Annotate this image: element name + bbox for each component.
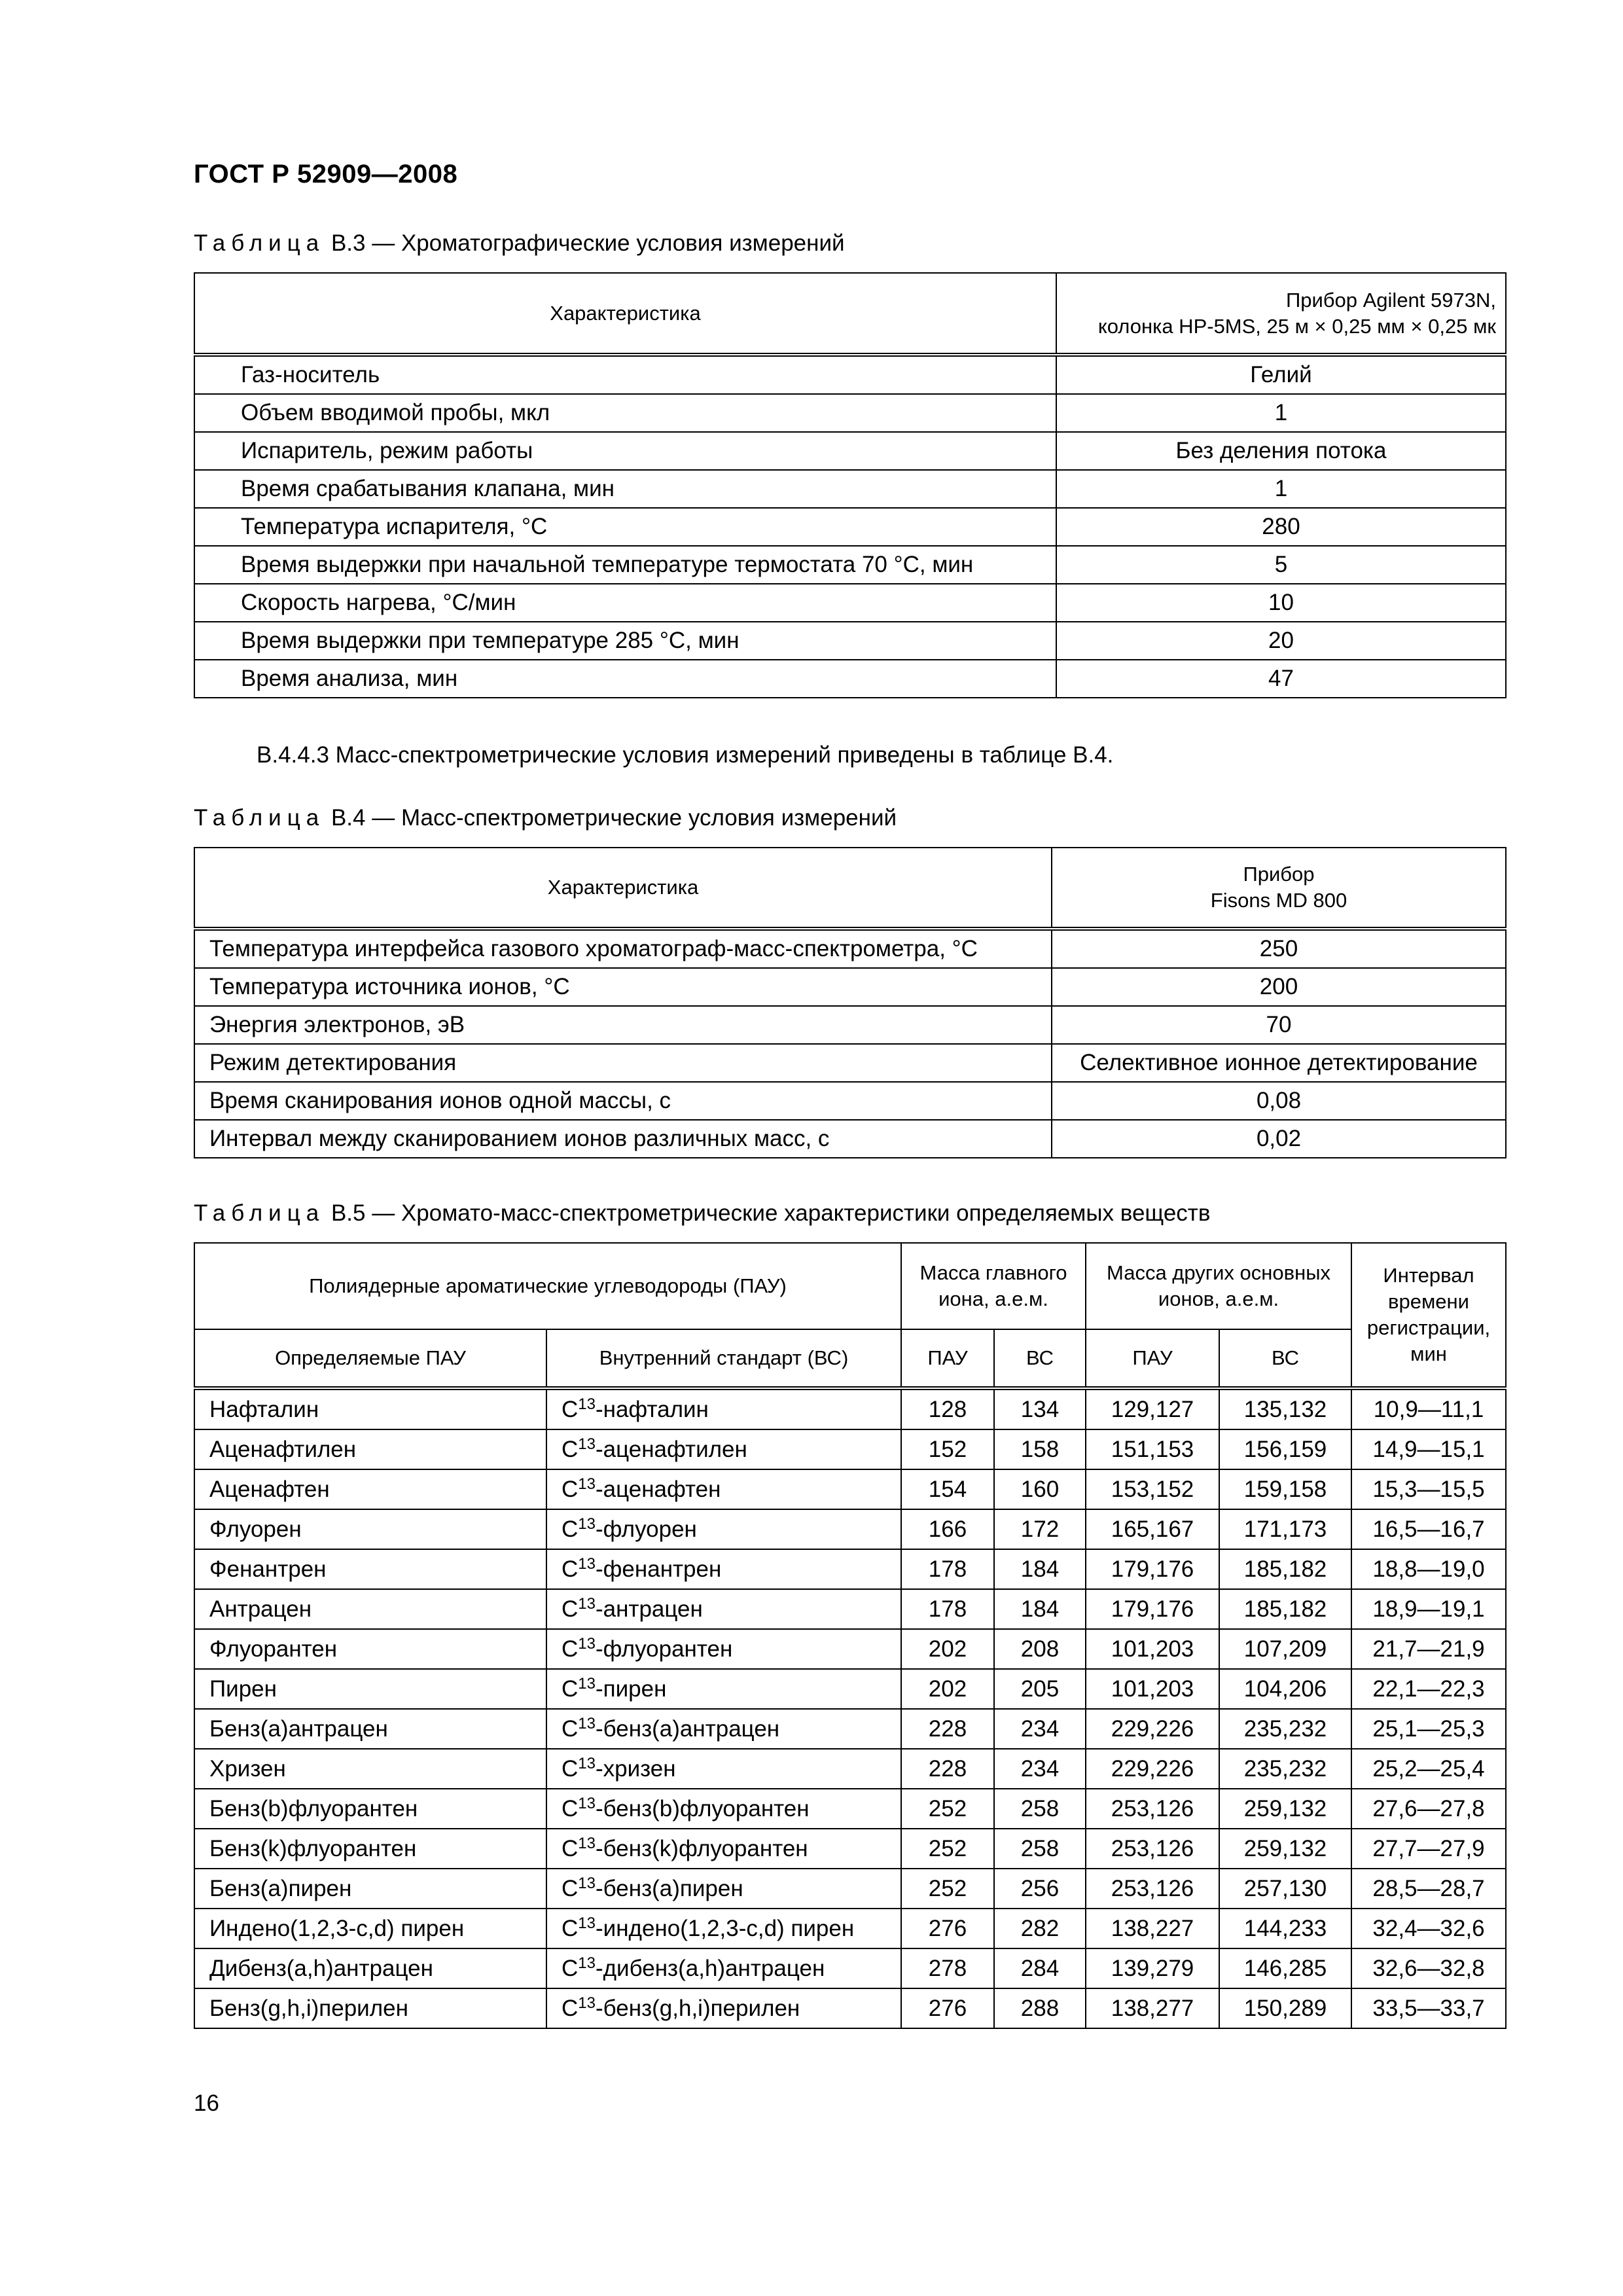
row-value: 10 bbox=[1056, 584, 1506, 622]
row-label: Энергия электронов, эВ bbox=[194, 1006, 1052, 1044]
table-row bbox=[194, 1082, 1506, 1120]
retention-interval: 33,5—33,7 bbox=[1351, 1988, 1506, 2028]
main-ion-pah: 228 bbox=[901, 1749, 994, 1789]
other-ions-vs: 259,132 bbox=[1219, 1789, 1351, 1829]
std-name: -фенантрен bbox=[595, 1556, 722, 1582]
std-name: -дибенз(a,h)антрацен bbox=[595, 1955, 825, 1981]
table-b4-header-device bbox=[1052, 848, 1506, 929]
table-b4 bbox=[194, 847, 1507, 1158]
table-b5-header-main-ion-line2: иона, а.е.м. bbox=[938, 1287, 1048, 1310]
std-prefix: С bbox=[562, 1915, 579, 1941]
row-value: 1 bbox=[1056, 470, 1506, 508]
table-b4-caption-word: Таблица bbox=[194, 805, 325, 831]
table-row bbox=[194, 508, 1506, 546]
pah-name: Аценафтен bbox=[194, 1469, 546, 1509]
std-prefix: С bbox=[562, 1596, 579, 1622]
main-ion-vs: 288 bbox=[994, 1988, 1086, 2028]
pah-name: Пирен bbox=[194, 1669, 546, 1709]
internal-standard bbox=[546, 1709, 901, 1749]
std-isotope: 13 bbox=[578, 1914, 596, 1932]
other-ions-vs: 104,206 bbox=[1219, 1669, 1351, 1709]
std-name: -антрацен bbox=[595, 1596, 703, 1622]
internal-standard bbox=[546, 1789, 901, 1829]
table-b5-header-interval-line1: Интервал bbox=[1383, 1264, 1474, 1287]
other-ions-pah: 179,176 bbox=[1086, 1549, 1219, 1589]
table-b4-header-device-line1: Прибор bbox=[1243, 863, 1315, 886]
table-b3-caption bbox=[194, 230, 845, 257]
internal-standard bbox=[546, 1669, 901, 1709]
pah-name: Флуорен bbox=[194, 1509, 546, 1549]
main-ion-pah: 178 bbox=[901, 1549, 994, 1589]
main-ion-vs: 205 bbox=[994, 1669, 1086, 1709]
retention-interval: 28,5—28,7 bbox=[1351, 1869, 1506, 1909]
row-label: Температура источника ионов, °С bbox=[194, 968, 1052, 1006]
row-label: Температура испарителя, °С bbox=[194, 508, 1056, 546]
row-value: Без деления потока bbox=[1056, 432, 1506, 470]
table-row bbox=[194, 660, 1506, 698]
other-ions-vs: 235,232 bbox=[1219, 1749, 1351, 1789]
std-isotope: 13 bbox=[578, 1594, 596, 1613]
row-value: 0,02 bbox=[1052, 1120, 1506, 1158]
table-b5-header-interval-line2: времени bbox=[1388, 1290, 1469, 1313]
table-b5-header-internal-std: Внутренний стандарт (ВС) bbox=[546, 1329, 901, 1388]
table-row bbox=[194, 1948, 1506, 1988]
table-row bbox=[194, 968, 1506, 1006]
other-ions-pah: 153,152 bbox=[1086, 1469, 1219, 1509]
table-row bbox=[194, 1388, 1506, 1429]
row-label: Объем вводимой пробы, мкл bbox=[194, 394, 1056, 432]
std-name: -флуорантен bbox=[595, 1636, 733, 1662]
retention-interval: 10,9—11,1 bbox=[1351, 1388, 1506, 1429]
main-ion-pah: 202 bbox=[901, 1669, 994, 1709]
pah-name: Бенз(а)антрацен bbox=[194, 1709, 546, 1749]
internal-standard bbox=[546, 1469, 901, 1509]
pah-name: Аценафтилен bbox=[194, 1429, 546, 1469]
std-prefix: С bbox=[562, 1636, 579, 1662]
row-value: 20 bbox=[1056, 622, 1506, 660]
table-row bbox=[194, 1909, 1506, 1948]
other-ions-vs: 259,132 bbox=[1219, 1829, 1351, 1869]
table-b5-header-interval-line3: регистрации, bbox=[1366, 1316, 1491, 1339]
std-prefix: С bbox=[562, 1556, 579, 1582]
std-isotope: 13 bbox=[578, 1554, 596, 1573]
table-b5-header-other-vs: ВС bbox=[1219, 1329, 1351, 1388]
std-isotope: 13 bbox=[578, 1994, 596, 2012]
std-prefix: С bbox=[562, 1396, 579, 1422]
main-ion-vs: 184 bbox=[994, 1549, 1086, 1589]
main-ion-pah: 276 bbox=[901, 1988, 994, 2028]
table-b5-header-pah-group: Полиядерные ароматические углеводороды (ПАУ) bbox=[194, 1243, 901, 1329]
std-prefix: С bbox=[562, 1835, 579, 1861]
std-isotope: 13 bbox=[578, 1874, 596, 1892]
table-b4-caption-text: В.4 — Масс-спектрометрические условия измерений bbox=[325, 805, 897, 831]
pah-name: Бенз(а)пирен bbox=[194, 1869, 546, 1909]
main-ion-vs: 258 bbox=[994, 1789, 1086, 1829]
table-row bbox=[194, 584, 1506, 622]
internal-standard bbox=[546, 1509, 901, 1549]
table-b3-header-characteristic: Характеристика bbox=[194, 273, 1056, 355]
internal-standard bbox=[546, 1629, 901, 1669]
main-ion-pah: 154 bbox=[901, 1469, 994, 1509]
main-ion-vs: 184 bbox=[994, 1589, 1086, 1629]
table-b4-header-device-line2: Fisons MD 800 bbox=[1210, 889, 1347, 912]
table-row bbox=[194, 1789, 1506, 1829]
row-label: Температура интерфейса газового хроматограф-масс-спектрометра, °С bbox=[194, 929, 1052, 968]
row-label: Время анализа, мин bbox=[194, 660, 1056, 698]
main-ion-vs: 282 bbox=[994, 1909, 1086, 1948]
main-ion-vs: 208 bbox=[994, 1629, 1086, 1669]
table-b3-body bbox=[194, 355, 1506, 698]
std-isotope: 13 bbox=[578, 1714, 596, 1732]
table-row bbox=[194, 1749, 1506, 1789]
other-ions-pah: 253,126 bbox=[1086, 1789, 1219, 1829]
main-ion-pah: 276 bbox=[901, 1909, 994, 1948]
pah-name: Нафталин bbox=[194, 1388, 546, 1429]
table-row bbox=[194, 1006, 1506, 1044]
retention-interval: 32,4—32,6 bbox=[1351, 1909, 1506, 1948]
table-row bbox=[194, 1549, 1506, 1589]
other-ions-pah: 101,203 bbox=[1086, 1669, 1219, 1709]
std-isotope: 13 bbox=[578, 1515, 596, 1533]
main-ion-vs: 158 bbox=[994, 1429, 1086, 1469]
table-b3-header-device bbox=[1056, 273, 1506, 355]
std-name: -бенз(а)пирен bbox=[595, 1875, 743, 1901]
table-b5-body bbox=[194, 1388, 1506, 2028]
row-label: Время выдержки при начальной температуре термостата 70 °С, мин bbox=[194, 546, 1056, 584]
table-b5-header-main-pah: ПАУ bbox=[901, 1329, 994, 1388]
internal-standard bbox=[546, 1869, 901, 1909]
other-ions-pah: 129,127 bbox=[1086, 1388, 1219, 1429]
other-ions-vs: 235,232 bbox=[1219, 1709, 1351, 1749]
internal-standard bbox=[546, 1549, 901, 1589]
main-ion-vs: 134 bbox=[994, 1388, 1086, 1429]
row-label: Время срабатывания клапана, мин bbox=[194, 470, 1056, 508]
row-value: 250 bbox=[1052, 929, 1506, 968]
other-ions-pah: 253,126 bbox=[1086, 1869, 1219, 1909]
std-name: -хризен bbox=[595, 1755, 676, 1782]
pah-name: Антрацен bbox=[194, 1589, 546, 1629]
table-row bbox=[194, 470, 1506, 508]
row-label: Интервал между сканированием ионов различных масс, с bbox=[194, 1120, 1052, 1158]
main-ion-pah: 228 bbox=[901, 1709, 994, 1749]
retention-interval: 18,9—19,1 bbox=[1351, 1589, 1506, 1629]
other-ions-vs: 135,132 bbox=[1219, 1388, 1351, 1429]
table-b3-caption-text: В.3 — Хроматографические условия измерений bbox=[325, 230, 845, 256]
table-row bbox=[194, 1709, 1506, 1749]
table-b4-header-characteristic: Характеристика bbox=[194, 848, 1052, 929]
main-ion-vs: 160 bbox=[994, 1469, 1086, 1509]
page-number: 16 bbox=[194, 2090, 219, 2116]
other-ions-pah: 253,126 bbox=[1086, 1829, 1219, 1869]
table-row bbox=[194, 622, 1506, 660]
table-row bbox=[194, 1869, 1506, 1909]
std-prefix: С bbox=[562, 1995, 579, 2021]
main-ion-vs: 256 bbox=[994, 1869, 1086, 1909]
std-prefix: С bbox=[562, 1436, 579, 1462]
main-ion-vs: 234 bbox=[994, 1709, 1086, 1749]
row-label: Время сканирования ионов одной массы, с bbox=[194, 1082, 1052, 1120]
std-prefix: С bbox=[562, 1516, 579, 1542]
pah-name: Хризен bbox=[194, 1749, 546, 1789]
table-row bbox=[194, 1829, 1506, 1869]
table-b3 bbox=[194, 272, 1507, 698]
std-name: -флуорен bbox=[595, 1516, 697, 1542]
retention-interval: 32,6—32,8 bbox=[1351, 1948, 1506, 1988]
std-prefix: С bbox=[562, 1715, 579, 1742]
retention-interval: 27,6—27,8 bbox=[1351, 1789, 1506, 1829]
table-row bbox=[194, 1988, 1506, 2028]
table-b5-header-other-pah: ПАУ bbox=[1086, 1329, 1219, 1388]
internal-standard bbox=[546, 1948, 901, 1988]
table-row bbox=[194, 546, 1506, 584]
retention-interval: 16,5—16,7 bbox=[1351, 1509, 1506, 1549]
other-ions-vs: 150,289 bbox=[1219, 1988, 1351, 2028]
table-row bbox=[194, 1429, 1506, 1469]
table-b3-caption-word: Таблица bbox=[194, 230, 325, 256]
retention-interval: 18,8—19,0 bbox=[1351, 1549, 1506, 1589]
other-ions-pah: 138,227 bbox=[1086, 1909, 1219, 1948]
std-isotope: 13 bbox=[578, 1475, 596, 1493]
main-ion-pah: 252 bbox=[901, 1829, 994, 1869]
other-ions-pah: 151,153 bbox=[1086, 1429, 1219, 1469]
internal-standard bbox=[546, 1909, 901, 1948]
pah-name: Бенз(g,h,i)перилен bbox=[194, 1988, 546, 2028]
other-ions-pah: 101,203 bbox=[1086, 1629, 1219, 1669]
std-prefix: С bbox=[562, 1755, 579, 1782]
table-row bbox=[194, 394, 1506, 432]
internal-standard bbox=[546, 1988, 901, 2028]
std-isotope: 13 bbox=[578, 1954, 596, 1972]
retention-interval: 14,9—15,1 bbox=[1351, 1429, 1506, 1469]
other-ions-pah: 139,279 bbox=[1086, 1948, 1219, 1988]
main-ion-pah: 252 bbox=[901, 1789, 994, 1829]
std-name: -аценафтилен bbox=[595, 1436, 747, 1462]
row-value: Селективное ионное детектирование bbox=[1052, 1044, 1506, 1082]
other-ions-vs: 107,209 bbox=[1219, 1629, 1351, 1669]
other-ions-vs: 156,159 bbox=[1219, 1429, 1351, 1469]
table-b3-header-device-line1: Прибор Agilent 5973N, bbox=[1285, 288, 1496, 312]
other-ions-vs: 185,182 bbox=[1219, 1549, 1351, 1589]
other-ions-pah: 229,226 bbox=[1086, 1709, 1219, 1749]
table-row bbox=[194, 1669, 1506, 1709]
std-isotope: 13 bbox=[578, 1395, 596, 1413]
row-label: Время выдержки при температуре 285 °С, мин bbox=[194, 622, 1056, 660]
table-row bbox=[194, 1120, 1506, 1158]
std-prefix: С bbox=[562, 1795, 579, 1821]
std-isotope: 13 bbox=[578, 1794, 596, 1812]
retention-interval: 15,3—15,5 bbox=[1351, 1469, 1506, 1509]
main-ion-pah: 202 bbox=[901, 1629, 994, 1669]
pah-name: Флуорантен bbox=[194, 1629, 546, 1669]
table-b5-header-interval-line4: мин bbox=[1410, 1342, 1447, 1365]
main-ion-vs: 234 bbox=[994, 1749, 1086, 1789]
pah-name: Бенз(b)флуорантен bbox=[194, 1789, 546, 1829]
table-row bbox=[194, 1509, 1506, 1549]
table-b5-header-main-ion-line1: Масса главного bbox=[919, 1261, 1067, 1284]
pah-name: Фенантрен bbox=[194, 1549, 546, 1589]
table-b5 bbox=[194, 1242, 1507, 2029]
table-b5-header-other-ions-line2: ионов, а.е.м. bbox=[1158, 1287, 1279, 1310]
table-b5-caption-word: Таблица bbox=[194, 1200, 325, 1226]
retention-interval: 25,1—25,3 bbox=[1351, 1709, 1506, 1749]
std-isotope: 13 bbox=[578, 1435, 596, 1453]
row-value: 47 bbox=[1056, 660, 1506, 698]
std-prefix: С bbox=[562, 1955, 579, 1981]
main-ion-pah: 166 bbox=[901, 1509, 994, 1549]
row-label: Скорость нагрева, °С/мин bbox=[194, 584, 1056, 622]
std-prefix: С bbox=[562, 1875, 579, 1901]
std-prefix: С bbox=[562, 1476, 579, 1502]
other-ions-pah: 165,167 bbox=[1086, 1509, 1219, 1549]
pah-name: Дибенз(a,h)антрацен bbox=[194, 1948, 546, 1988]
table-b5-header-determined: Определяемые ПАУ bbox=[194, 1329, 546, 1388]
retention-interval: 25,2—25,4 bbox=[1351, 1749, 1506, 1789]
main-ion-pah: 152 bbox=[901, 1429, 994, 1469]
std-name: -аценафтен bbox=[595, 1476, 721, 1502]
table-row bbox=[194, 1629, 1506, 1669]
std-prefix: С bbox=[562, 1676, 579, 1702]
other-ions-vs: 144,233 bbox=[1219, 1909, 1351, 1948]
pah-name: Индено(1,2,3-c,d) пирен bbox=[194, 1909, 546, 1948]
std-name: -бенз(k)флуорантен bbox=[595, 1835, 808, 1861]
std-name: -пирен bbox=[595, 1676, 667, 1702]
row-value: 70 bbox=[1052, 1006, 1506, 1044]
row-value: Гелий bbox=[1056, 355, 1506, 394]
table-b5-header-other-ions-line1: Масса других основных bbox=[1107, 1261, 1330, 1284]
internal-standard bbox=[546, 1388, 901, 1429]
std-name: -бенз(g,h,i)перилен bbox=[595, 1995, 800, 2021]
internal-standard bbox=[546, 1429, 901, 1469]
table-b4-caption bbox=[194, 805, 897, 831]
row-label: Испаритель, режим работы bbox=[194, 432, 1056, 470]
table-row bbox=[194, 355, 1506, 394]
std-isotope: 13 bbox=[578, 1634, 596, 1653]
other-ions-vs: 146,285 bbox=[1219, 1948, 1351, 1988]
table-b5-caption-text: В.5 — Хромато-масс-спектрометрические характеристики определяемых веществ bbox=[325, 1200, 1211, 1226]
row-value: 280 bbox=[1056, 508, 1506, 546]
other-ions-vs: 171,173 bbox=[1219, 1509, 1351, 1549]
main-ion-pah: 128 bbox=[901, 1388, 994, 1429]
row-label: Режим детектирования bbox=[194, 1044, 1052, 1082]
other-ions-pah: 138,277 bbox=[1086, 1988, 1219, 2028]
table-row bbox=[194, 1589, 1506, 1629]
std-name: -бенз(а)антрацен bbox=[595, 1715, 780, 1742]
table-row bbox=[194, 929, 1506, 968]
table-b5-caption bbox=[194, 1200, 1210, 1227]
table-b5-header-other-ions bbox=[1086, 1243, 1351, 1329]
retention-interval: 22,1—22,3 bbox=[1351, 1669, 1506, 1709]
std-name: -индено(1,2,3-c,d) пирен bbox=[595, 1915, 855, 1941]
other-ions-vs: 257,130 bbox=[1219, 1869, 1351, 1909]
other-ions-vs: 185,182 bbox=[1219, 1589, 1351, 1629]
std-isotope: 13 bbox=[578, 1834, 596, 1852]
std-isotope: 13 bbox=[578, 1674, 596, 1693]
table-b5-header-main-ion bbox=[901, 1243, 1086, 1329]
retention-interval: 27,7—27,9 bbox=[1351, 1829, 1506, 1869]
table-row bbox=[194, 1469, 1506, 1509]
row-label: Газ-носитель bbox=[194, 355, 1056, 394]
retention-interval: 21,7—21,9 bbox=[1351, 1629, 1506, 1669]
row-value: 0,08 bbox=[1052, 1082, 1506, 1120]
table-b5-header-interval bbox=[1351, 1243, 1506, 1388]
internal-standard bbox=[546, 1589, 901, 1629]
main-ion-vs: 284 bbox=[994, 1948, 1086, 1988]
paragraph-b443: В.4.4.3 Масс-спектрометрические условия измерений приведены в таблице В.4. bbox=[257, 742, 1114, 768]
table-row bbox=[194, 432, 1506, 470]
table-b5-header-main-vs: ВС bbox=[994, 1329, 1086, 1388]
row-value: 5 bbox=[1056, 546, 1506, 584]
document-code: ГОСТ Р 52909—2008 bbox=[194, 160, 458, 188]
main-ion-vs: 172 bbox=[994, 1509, 1086, 1549]
main-ion-pah: 252 bbox=[901, 1869, 994, 1909]
main-ion-pah: 178 bbox=[901, 1589, 994, 1629]
main-ion-vs: 258 bbox=[994, 1829, 1086, 1869]
other-ions-pah: 179,176 bbox=[1086, 1589, 1219, 1629]
row-value: 1 bbox=[1056, 394, 1506, 432]
internal-standard bbox=[546, 1829, 901, 1869]
table-row bbox=[194, 1044, 1506, 1082]
table-b4-body bbox=[194, 929, 1506, 1158]
table-b3-header-device-line2: колонка HP-5MS, 25 м × 0,25 мм × 0,25 мк bbox=[1097, 314, 1496, 338]
other-ions-vs: 159,158 bbox=[1219, 1469, 1351, 1509]
std-name: -бенз(b)флуорантен bbox=[595, 1795, 810, 1821]
internal-standard bbox=[546, 1749, 901, 1789]
row-value: 200 bbox=[1052, 968, 1506, 1006]
main-ion-pah: 278 bbox=[901, 1948, 994, 1988]
other-ions-pah: 229,226 bbox=[1086, 1749, 1219, 1789]
std-isotope: 13 bbox=[578, 1754, 596, 1772]
std-name: -нафталин bbox=[595, 1396, 709, 1422]
pah-name: Бенз(k)флуорантен bbox=[194, 1829, 546, 1869]
